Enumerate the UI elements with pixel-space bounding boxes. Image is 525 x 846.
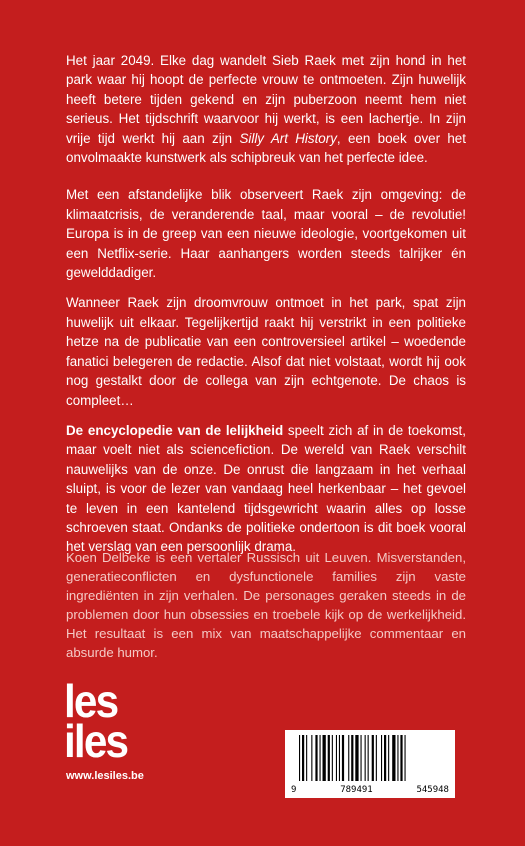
barcode-lead-digit: 9 bbox=[291, 785, 297, 795]
logo-line-1: les bbox=[64, 675, 118, 727]
blurb-paragraph-1 bbox=[66, 51, 466, 167]
author-bio: Koen Delbeke is een vertaler Russisch uit Leuven. Misverstanden, generatieconflicten en dysfunctionele families zijn vaste ingrediënten in zijn verhalen. De personages geraken steeds in de problemen door hun obsessies en troebele kijk op de werkelijkheid. Het resultaat is een mix van maatschappelijke commentaar en absurde humor. bbox=[66, 550, 466, 660]
barcode-group-1: 789491 bbox=[340, 785, 373, 795]
book-blurb bbox=[66, 51, 466, 568]
barcode-digits bbox=[291, 785, 449, 795]
blurb-paragraph-2: Met een afstandelijke blik observeert Raek zijn omgeving: de klimaatcrisis, de veranderende taal, maar vooral – de revolutie! Europa is in de greep van een nieuwe ideologie, voortgekomen uit een Netflix-serie. Haar aanhangers worden steeds talrijker én gewelddadiger. bbox=[66, 187, 466, 281]
blurb-text: speelt zich af in de toekomst, maar voelt niet als sciencefiction. De wereld van Raek verschilt nauwelijks van de onze. De onrust die langzaam in het verhaal sluipt, is voor de lezer van vandaag heel herkenbaar – het gevoel te leven in een kantelend tijdsgewricht waarin alles op losse schroeven staat. Ondanks de politieke ondertoon is dit boek vooral het verslag van een persoonlijk drama. bbox=[66, 422, 466, 555]
barcode-bars bbox=[285, 730, 455, 786]
publisher-logo bbox=[64, 675, 133, 767]
book-title: De encyclopedie van de lelijkheid bbox=[66, 422, 284, 438]
blurb-paragraph-4 bbox=[66, 421, 466, 557]
book-in-book-title: Silly Art History bbox=[239, 130, 337, 146]
blurb-text: Het jaar 2049. Elke dag wandelt Sieb Raek met zijn hond in het park waar hij hoopt de perfecte vrouw te ontmoeten. Zijn huwelijk heeft betere tijden gekend en zijn puberzoon neemt hem niet serieus. Het tijdschrift waarvoor hij werkt, is een lachertje. In zijn vrije tijd werkt hij aan zijn bbox=[66, 53, 466, 146]
logo-line-2: iles bbox=[64, 715, 128, 767]
blurb-paragraph-3: Wanneer Raek zijn droomvrouw ontmoet in het park, spat zijn huwelijk uit elkaar. Tegelijkertijd raakt hij verstrikt in een politieke hetze na de publicatie van een controversieel artikel – woedende fanatici belegeren de redactie. Alsof dat niet volstaat, wordt hij ook nog gestalkt door de collega van zijn echtgenote. De chaos is compleet… bbox=[66, 295, 466, 408]
isbn-barcode bbox=[285, 730, 455, 798]
publisher-url[interactable]: www.lesiles.be bbox=[66, 770, 144, 782]
blurb-text: , een boek over het onvolmaakte kunstwerk als schipbreuk van het perfecte idee. bbox=[66, 130, 466, 166]
barcode-group-2: 545948 bbox=[416, 785, 449, 795]
